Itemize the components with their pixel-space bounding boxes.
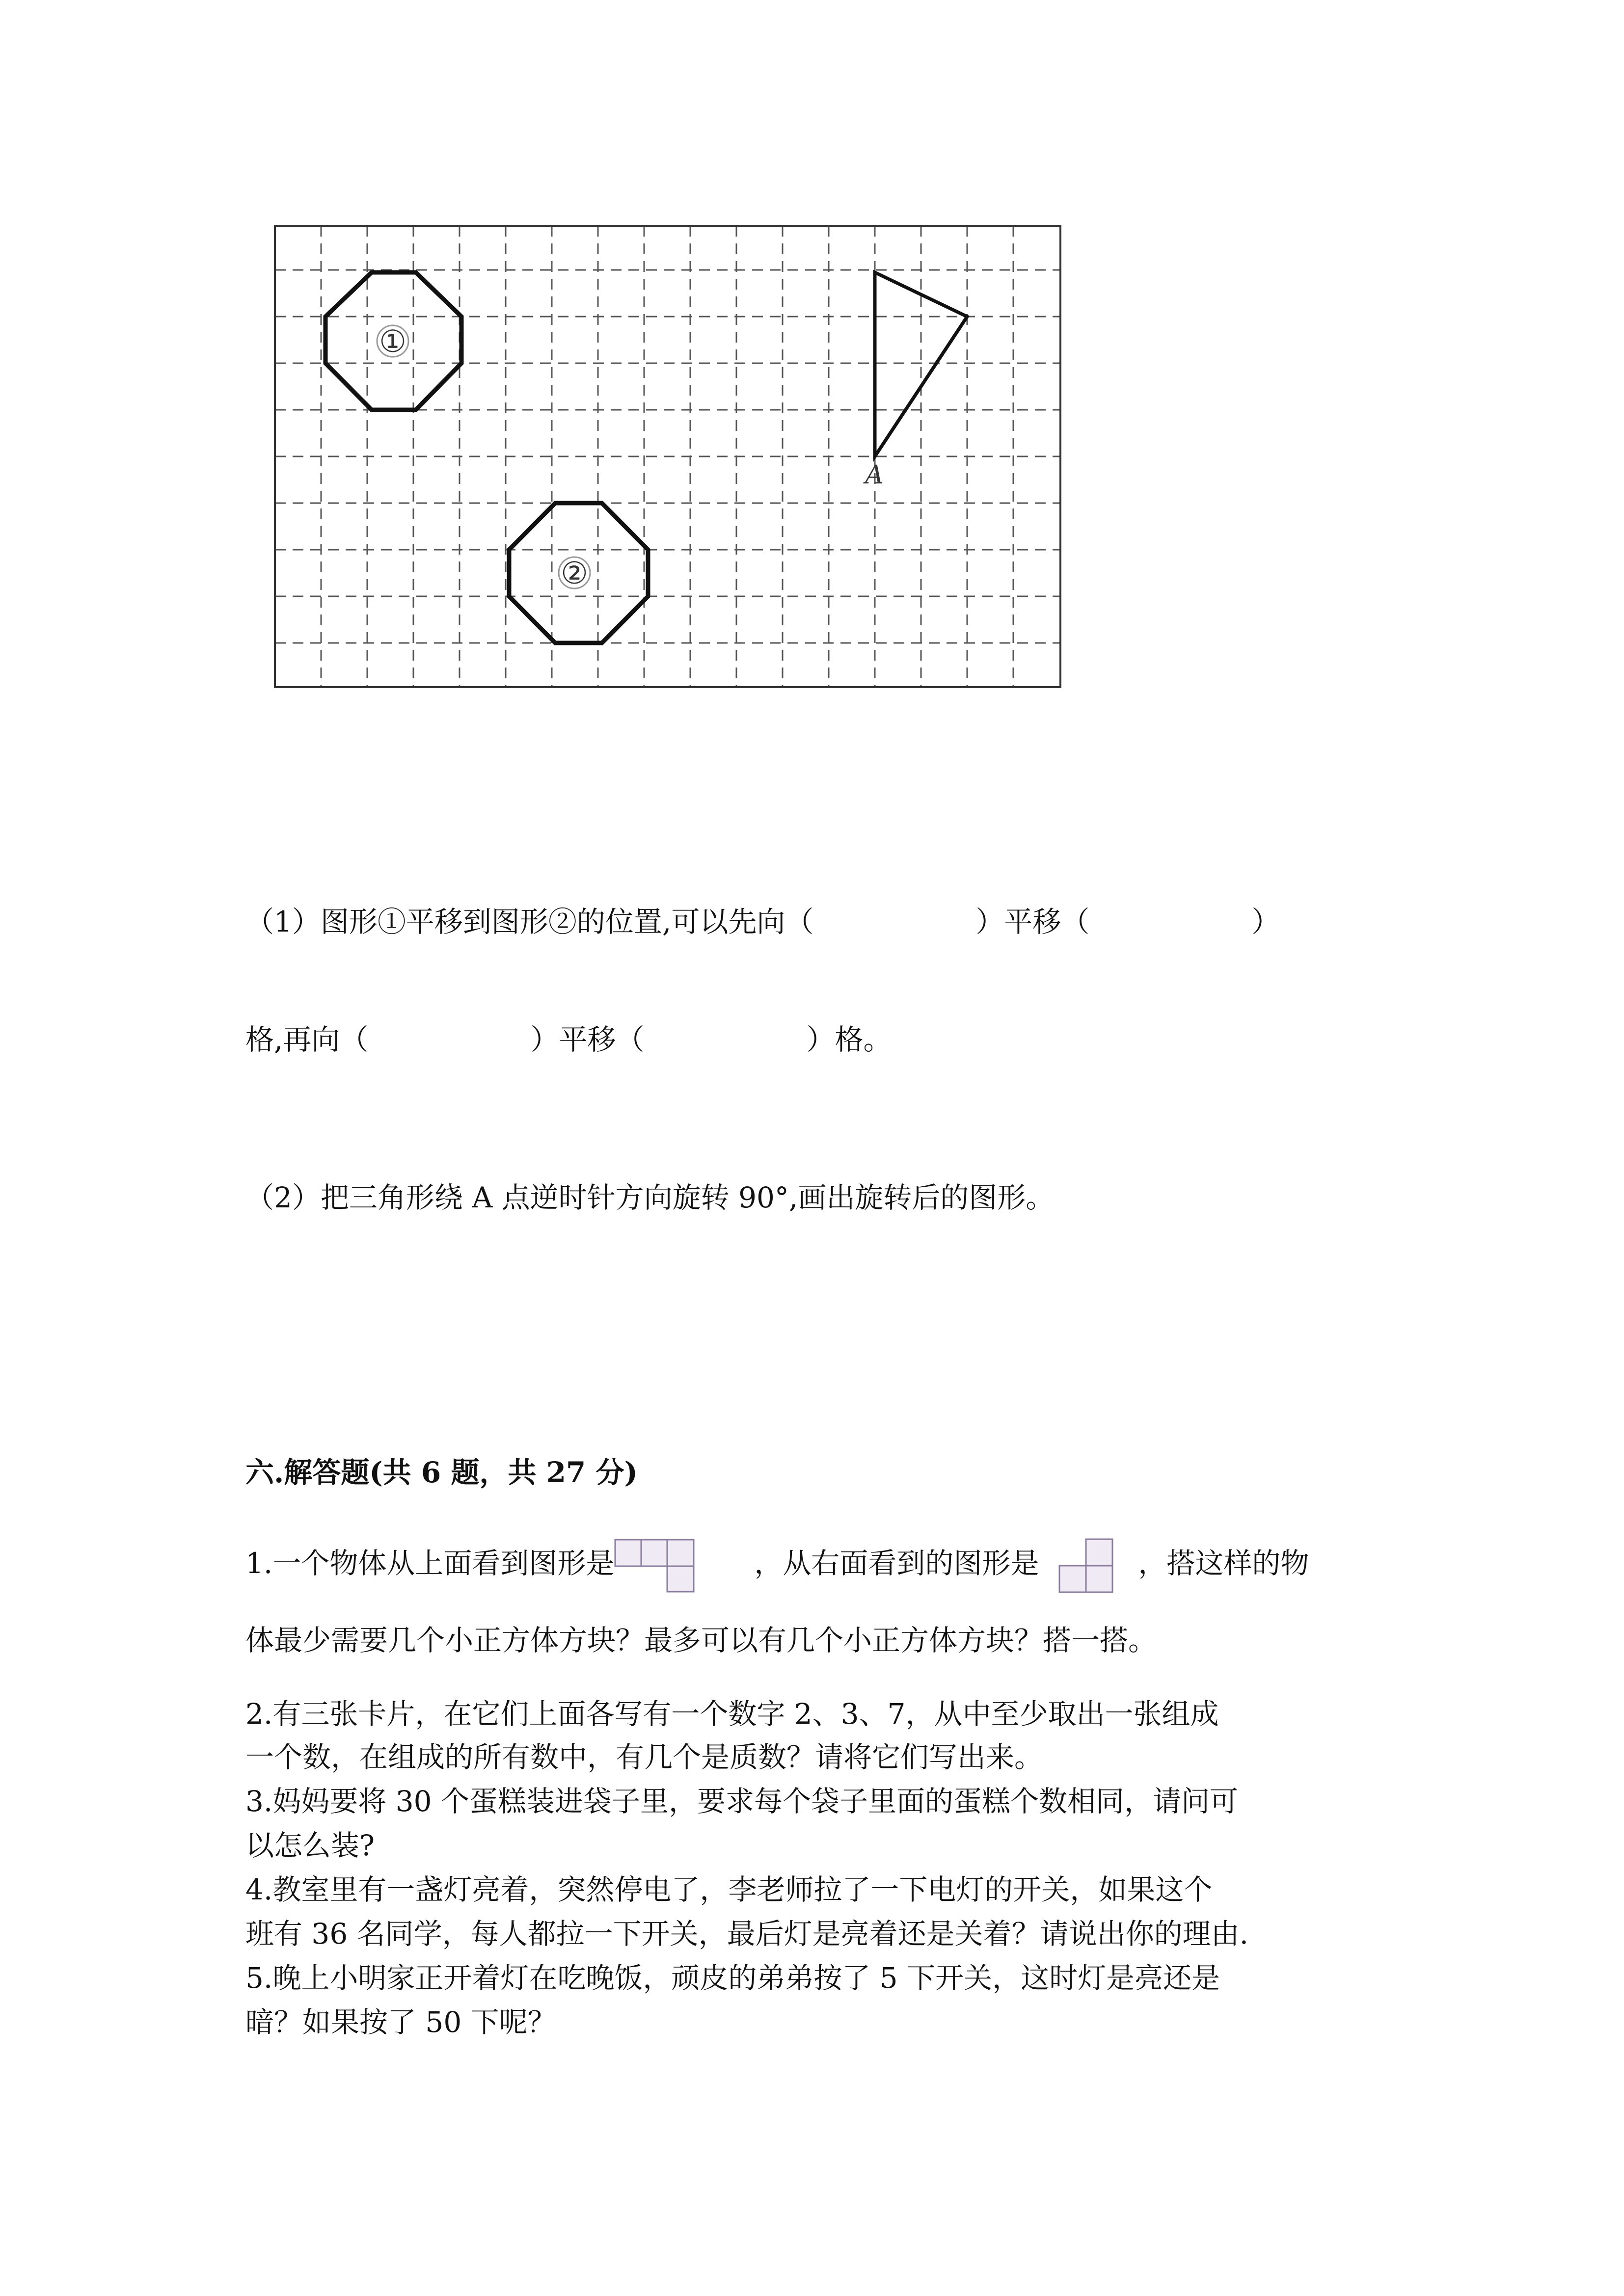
q1-text-6: ）格。 xyxy=(806,1023,892,1056)
question-1-line-1 xyxy=(245,902,1280,941)
point-a-label: A xyxy=(865,460,884,490)
grid-dashed-lines xyxy=(275,226,1060,687)
grid-figure xyxy=(272,223,1063,690)
q1-text-5: ）平移（ xyxy=(530,1023,645,1056)
question-1-line-2 xyxy=(245,1020,892,1059)
problem-4-line-1: 4.教室里有一盏灯亮着，突然停电了，李老师拉了一下电灯的开关，如果这个 xyxy=(245,1873,1213,1906)
p1-text-c: ，搭这样的物 xyxy=(1138,1547,1309,1580)
problem-2-line-1: 2.有三张卡片，在它们上面各写有一个数字 2、3、7，从中至少取出一张组成 xyxy=(245,1697,1219,1731)
q1-text-2: ）平移（ xyxy=(975,905,1090,938)
problem-4-line-2: 班有 36 名同学，每人都拉一下开关，最后灯是亮着还是关着？请说出你的理由. xyxy=(245,1917,1249,1950)
problem-5-line-2: 暗？如果按了 50 下呢？ xyxy=(245,2005,556,2039)
q1-text-1: （1）图形①平移到图形②的位置,可以先向（ xyxy=(245,905,814,938)
problem-3-line-2: 以怎么装? xyxy=(245,1829,375,1862)
p1-text-b: ，从右面看到的图形是 xyxy=(754,1547,1039,1580)
problem-5-line-1: 5.晚上小明家正开着灯在吃晚饭，顽皮的弟弟按了 5 下开关，这时灯是亮还是 xyxy=(245,1961,1220,1995)
problem-3-line-1: 3.妈妈要将 30 个蛋糕装进袋子里，要求每个袋子里面的蛋糕个数相同，请问可 xyxy=(245,1785,1239,1818)
problem-1-line-2: 体最少需要几个小正方体方块？最多可以有几个小正方体方块？搭一搭。 xyxy=(245,1624,1157,1657)
top-view-figure xyxy=(614,1539,695,1593)
problem-1-line-1 xyxy=(245,1534,1309,1593)
p1-text-a: 1.一个物体从上面看到图形是 xyxy=(245,1547,615,1580)
right-view-figure xyxy=(1058,1538,1113,1593)
section-heading: 六.解答题(共 6 题，共 27 分) xyxy=(245,1456,638,1489)
shape-2-label: ② xyxy=(561,555,588,591)
shape-1-label: ① xyxy=(379,323,406,359)
question-2: （2）把三角形绕 A 点逆时针方向旋转 90°,画出旋转后的图形。 xyxy=(245,1181,1055,1214)
q1-text-3: ） xyxy=(1251,905,1280,938)
problem-2-line-2: 一个数，在组成的所有数中，有几个是质数？请将它们写出来。 xyxy=(245,1740,1043,1774)
q1-text-4: 格,再向（ xyxy=(245,1023,369,1056)
